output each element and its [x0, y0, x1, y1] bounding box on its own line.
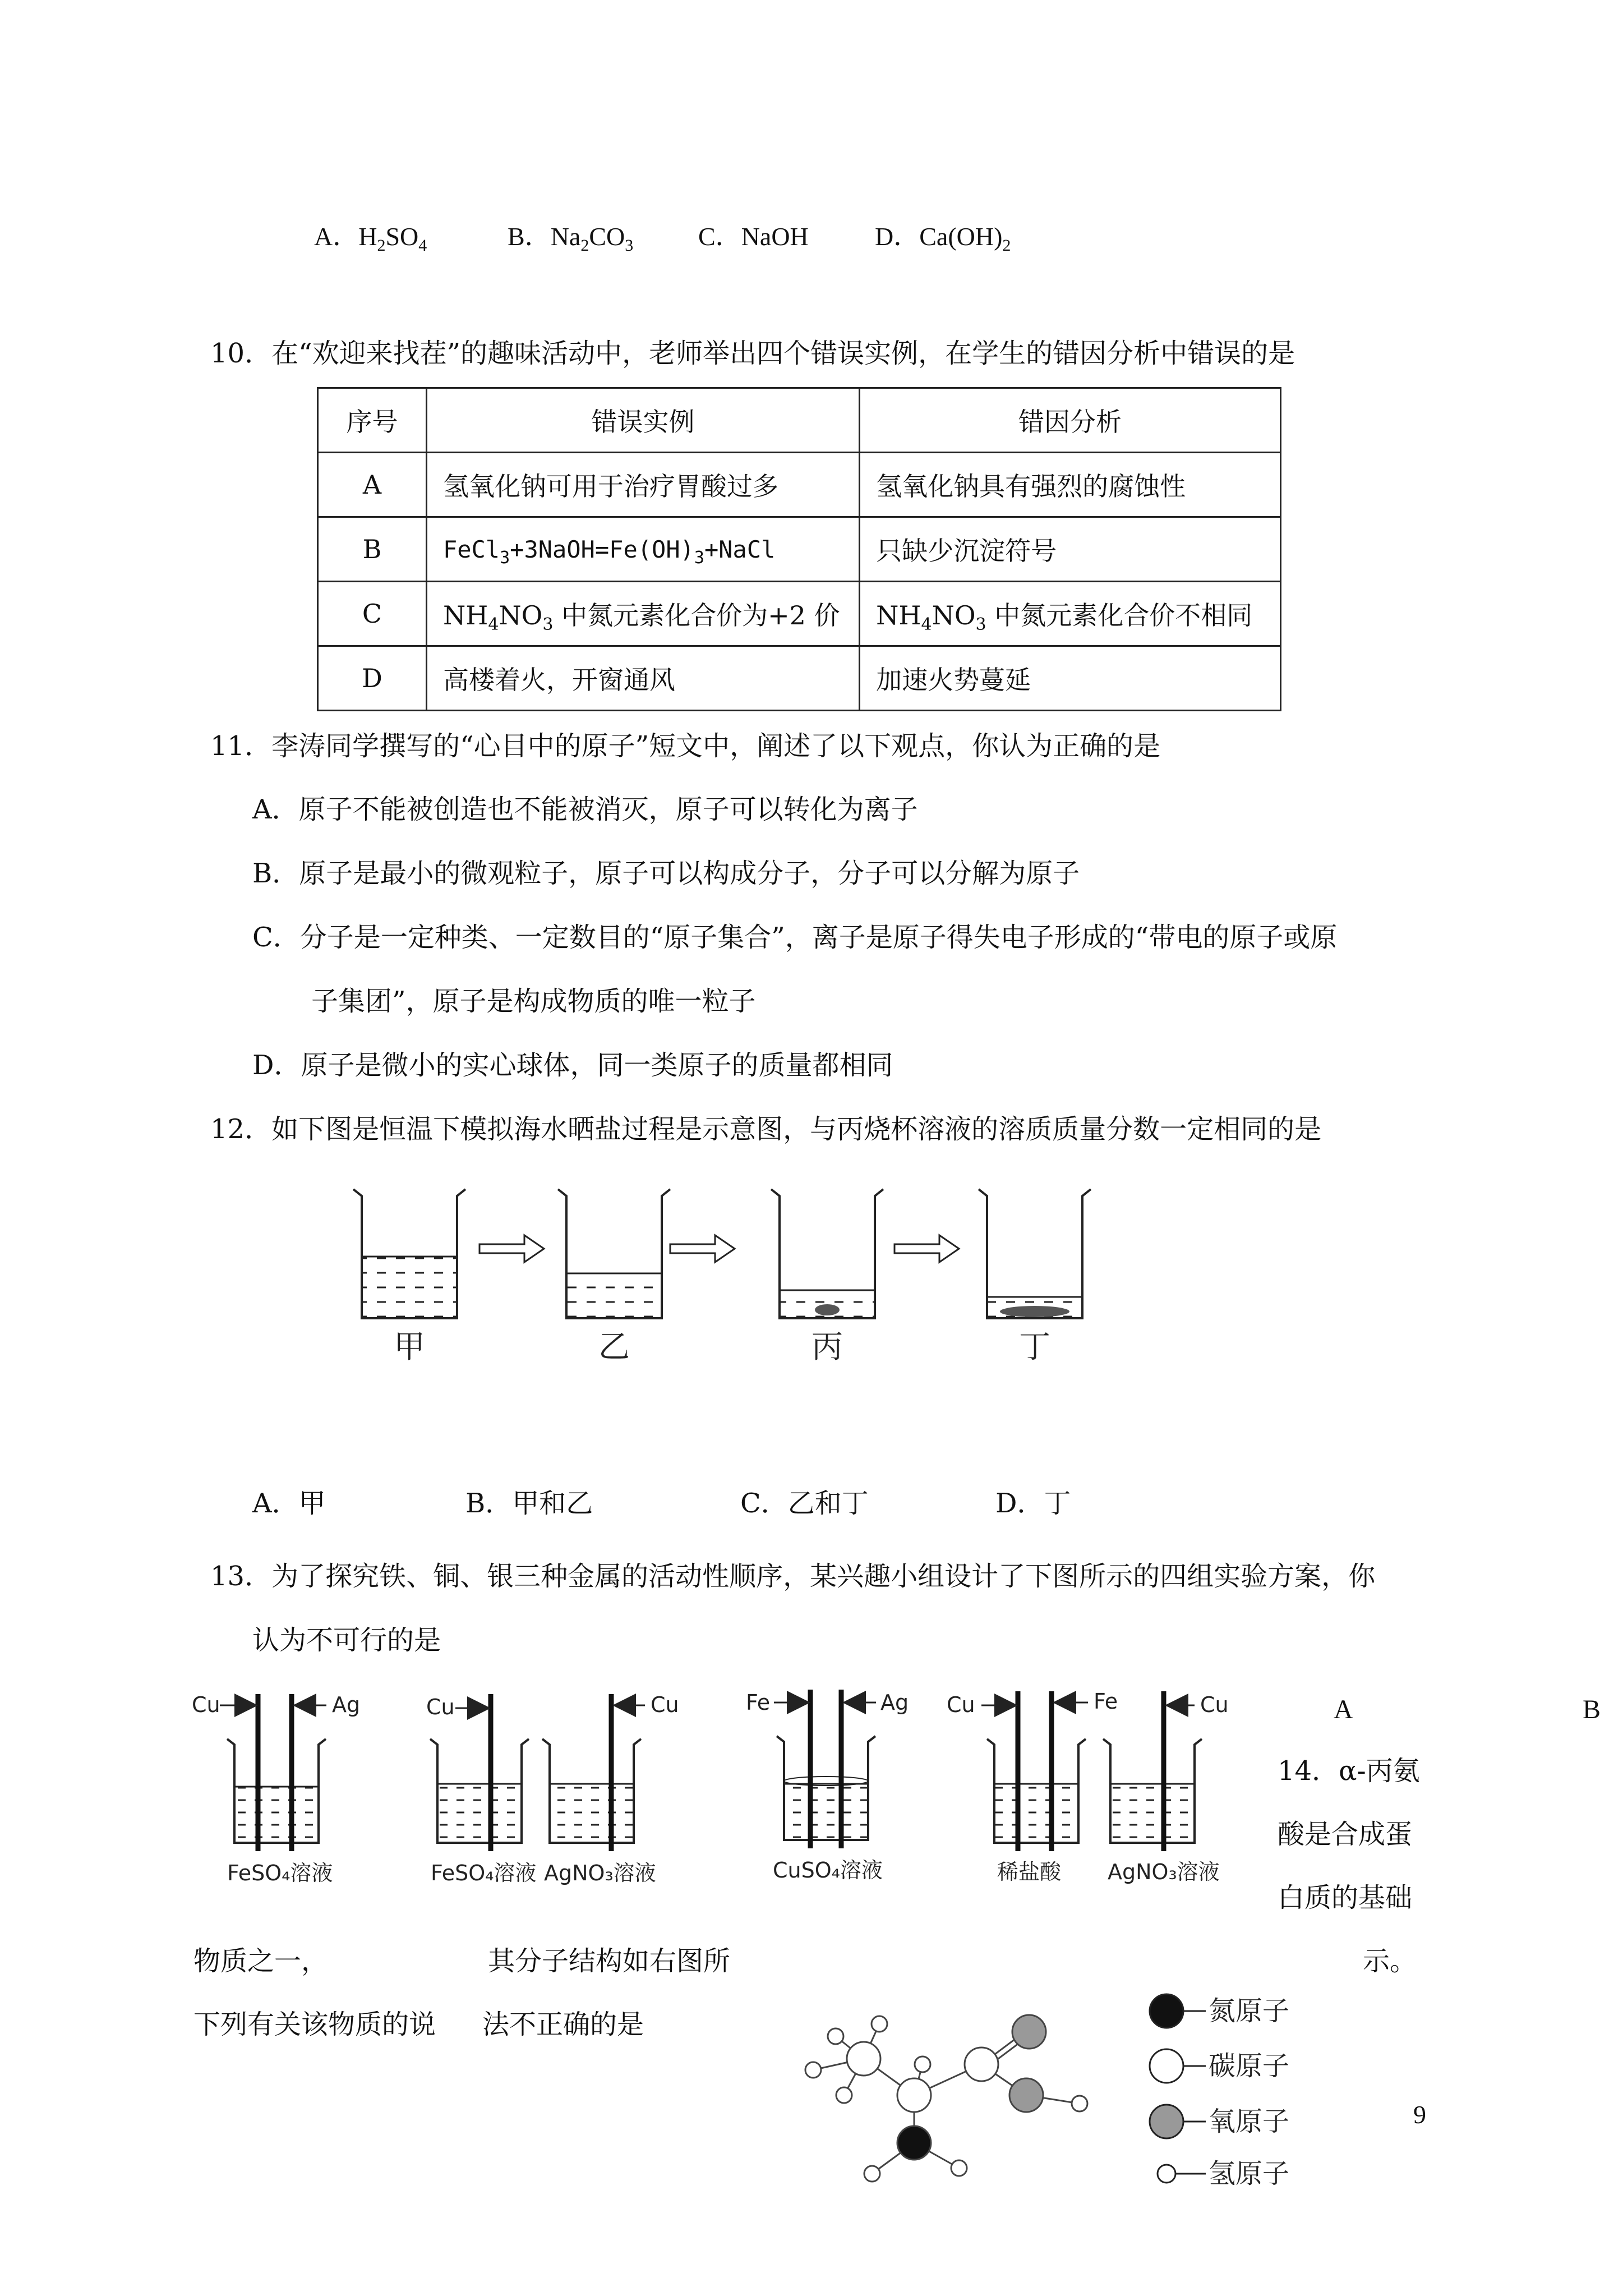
q13-group-label-b: B	[1583, 1695, 1601, 1724]
metal-label: Cu	[1200, 1692, 1229, 1717]
table-header-row	[318, 388, 1281, 453]
table-row	[318, 453, 1281, 517]
table-cell: $NH_4NO_3$ 中氮元素化合价为+2 价	[426, 582, 859, 646]
solution-label: AgNO₃溶液	[544, 1861, 656, 1885]
q14-line4b: 其分子结构如右图所	[488, 1945, 731, 1977]
beaker-jia	[353, 1189, 465, 1363]
hydrogen-atom	[828, 2028, 843, 2044]
q13-experiment-diagram	[185, 1683, 1307, 1896]
table-cell: 高楼着火，开窗通风	[426, 646, 859, 711]
table-cell: 只缺少沉淀符号	[860, 517, 1281, 582]
q12-option-b: B．甲和乙	[465, 1488, 593, 1519]
solution-label: CuSO₄溶液	[773, 1858, 883, 1883]
table-cell: 氢氧化钠可用于治疗胃酸过多	[426, 453, 859, 517]
nitrogen-atom	[897, 2126, 931, 2160]
hydrogen-atom	[836, 2087, 852, 2103]
crystal-deposit	[815, 1304, 840, 1315]
q12-stem: 12．如下图是恒温下模拟海水晒盐过程是示意图，与丙烧杯溶液的溶质质量分数一定相同的是	[210, 1114, 1322, 1145]
q12-option-d: D．丁	[995, 1488, 1071, 1519]
metal-label: Fe	[746, 1690, 771, 1715]
solution-label: AgNO₃溶液	[1108, 1860, 1220, 1884]
solution-label: FeSO₄溶液	[431, 1861, 537, 1885]
carbon-atom	[965, 2047, 998, 2081]
q11-option-a: A．原子不能被创造也不能被消灭，原子可以转化为离子	[252, 794, 918, 825]
q13-stem-cont: 认为不可行的是	[252, 1625, 441, 1656]
svg-text:氢原子: 氢原子	[1209, 2158, 1290, 2189]
table-row	[318, 517, 1281, 582]
q11-option-c: C．分子是一定种类、一定数目的“原子集合”，离子是原子得失电子形成的“带电的原子或原	[252, 922, 1338, 953]
legend-nitrogen	[1150, 1994, 1289, 2028]
hydrogen-atom	[872, 2016, 887, 2032]
q14-line5a: 下列有关该物质的说	[193, 2009, 436, 2040]
q14-line2: 酸是合成蛋	[1278, 1819, 1413, 1850]
q9-option-b: B．$Na_2CO_3$	[508, 222, 634, 255]
q12-option-c: C．乙和丁	[740, 1488, 869, 1519]
metal-label: Cu	[651, 1692, 679, 1717]
oxygen-atom	[1012, 2015, 1046, 2049]
q14-line3: 白质的基础	[1278, 1882, 1413, 1913]
molecule-legend	[1144, 1983, 1329, 2207]
table-cell: A	[318, 453, 427, 517]
crystal-deposit	[1000, 1306, 1069, 1317]
q9-option-a: A．$H_2SO_4$	[314, 222, 427, 255]
q12-option-a: A．甲	[252, 1488, 326, 1519]
legend-carbon	[1150, 2049, 1289, 2083]
svg-text:氧原子: 氧原子	[1209, 2106, 1290, 2137]
table-header: 错误实例	[426, 388, 859, 453]
beaker-label: 乙	[598, 1329, 630, 1363]
metal-label: Fe	[1094, 1689, 1118, 1714]
arrow-icon	[479, 1235, 544, 1262]
svg-text:氮原子: 氮原子	[1209, 1995, 1290, 2027]
beaker-yi	[558, 1189, 670, 1363]
q11-option-b: B．原子是最小的微观粒子，原子可以构成分子，分子可以分解为原子	[252, 858, 1080, 889]
experiment-a	[192, 1692, 360, 1885]
q11-option-d: D．原子是微小的实心球体，同一类原子的质量都相同	[252, 1050, 893, 1081]
table-header: 序号	[318, 388, 427, 453]
q13-group-label-a: A	[1334, 1695, 1353, 1724]
arrow-icon	[670, 1235, 735, 1262]
hydrogen-atom	[915, 2056, 930, 2072]
experiment-b	[426, 1692, 679, 1885]
q13-stem: 13．为了探究铁、铜、银三种金属的活动性顺序，某兴趣小组设计了下图所示的四组实验方案，你	[210, 1561, 1376, 1592]
table-cell: $NH_4NO_3$ 中氮元素化合价不相同	[860, 582, 1281, 646]
beaker-ding	[979, 1189, 1091, 1363]
metal-label: Ag	[332, 1692, 361, 1717]
q11-option-c-cont: 子集团”，原子是构成物质的唯一粒子	[311, 986, 756, 1017]
table-cell: D	[318, 646, 427, 711]
table-cell-equation: $FeCl_3+3NaOH=Fe(OH)_3+NaCl$	[426, 517, 859, 582]
q9-options	[0, 216, 1623, 255]
arrow-icon	[895, 1235, 959, 1262]
oxygen-atom	[1009, 2078, 1043, 2112]
q14-line1: 14．α-丙氨	[1278, 1755, 1420, 1787]
beaker-label: 丙	[811, 1329, 843, 1363]
svg-text:碳原子: 碳原子	[1209, 2050, 1290, 2082]
table-row	[318, 582, 1281, 646]
page-number: 9	[1413, 2100, 1426, 2129]
carbon-atom	[897, 2078, 931, 2112]
experiment-c	[746, 1690, 909, 1883]
metal-label: Cu	[947, 1692, 975, 1717]
beaker-label: 甲	[394, 1329, 425, 1363]
metal-label: Cu	[426, 1695, 455, 1719]
q9-option-c: C．NaOH	[698, 222, 809, 251]
table-cell: C	[318, 582, 427, 646]
table-header: 错因分析	[860, 388, 1281, 453]
carbon-atom	[847, 2042, 880, 2076]
hydrogen-atom	[805, 2062, 821, 2078]
alanine-molecule-diagram	[780, 1986, 1105, 2210]
solution-label: FeSO₄溶液	[227, 1861, 333, 1885]
q14-line5b: 法不正确的是	[482, 2009, 644, 2040]
q14-line4a: 物质之一，	[193, 1945, 329, 1977]
q10-table	[317, 387, 1281, 711]
hydrogen-atom	[951, 2160, 967, 2176]
legend-oxygen	[1150, 2105, 1289, 2138]
table-row	[318, 646, 1281, 711]
q11-stem: 11．李涛同学撰写的“心目中的原子”短文中，阐述了以下观点，你认为正确的是	[210, 730, 1161, 762]
table-cell: 氢氧化钠具有强烈的腐蚀性	[860, 453, 1281, 517]
legend-hydrogen	[1158, 2158, 1289, 2189]
q10-stem: 10．在“欢迎来找茬”的趣味活动中，老师举出四个错误实例，在学生的错因分析中错误的是	[210, 338, 1295, 369]
metal-label: Cu	[192, 1692, 220, 1717]
solution-label: 稀盐酸	[997, 1860, 1062, 1884]
q14-line4c: 示。	[1363, 1945, 1417, 1977]
beaker-bing	[771, 1189, 883, 1363]
q9-option-d: D．$Ca(OH)_2$	[875, 222, 1011, 255]
q12-beaker-diagram	[336, 1178, 1122, 1363]
table-cell: B	[318, 517, 427, 582]
table-cell: 加速火势蔓延	[860, 646, 1281, 711]
hydrogen-atom	[1072, 2096, 1087, 2111]
experiment-d	[947, 1689, 1229, 1884]
metal-label: Ag	[880, 1690, 909, 1715]
hydrogen-atom	[864, 2166, 880, 2182]
beaker-label: 丁	[1019, 1329, 1050, 1363]
